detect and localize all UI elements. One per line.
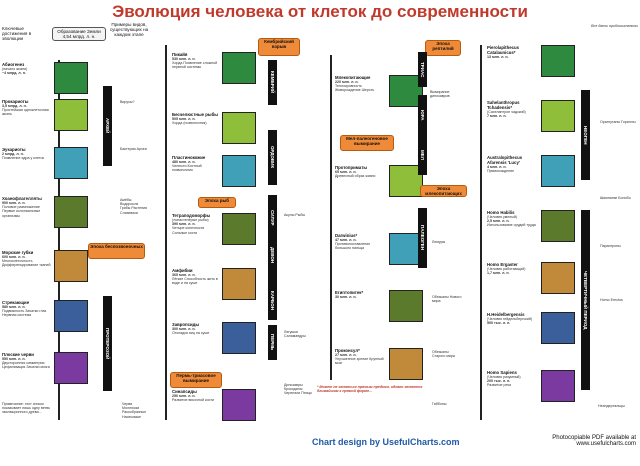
stage-date: 550 млн. л. н. [2,357,26,361]
timeline-right [330,55,332,380]
period-label: АРХЕЙ [103,86,112,166]
stage-card [2,352,52,370]
stage-image [54,62,88,94]
stage-image [222,155,256,187]
stage-date: 47 млн. л. н. [335,238,357,242]
stage-description: Челюсти Костный позвоночник [172,164,202,173]
stage-date: 2 млрд. л. н. [2,152,24,156]
stage-date: 600 млн. л. н. [2,255,26,259]
stage-card [335,233,387,251]
stage-image [389,290,423,322]
primary-note: Примечание: этот список показывает лишь одну ветвь эволюционного древа... [2,402,51,415]
example-paranthropus: Парантропы [600,244,621,248]
stage-date: 4 млн. л. н. [487,165,507,169]
stage-card [172,322,220,335]
stage-description: Теплокровность Живорождение Шерсть [335,84,375,93]
stage-description: Откладка яиц на суше [172,331,210,336]
stage-date: 200 тыс. л. н. [487,379,511,384]
stage-name: Sahelanthropus Tchadensis* [487,100,520,110]
stage-description: Многоклеточность Дифференцирование тканей [2,259,51,268]
stage-name: Прокариоты [2,99,29,104]
stage-name: Абиогенез [2,62,25,67]
stage-date: 1,7 млн. л. н. [487,271,510,276]
stage-card [172,155,220,173]
stage-image [541,210,575,242]
era-permian: Пермь-триасовое вымирание [170,372,222,388]
era-reptiles: Эпоха рептилий [425,40,461,56]
stage-card [2,99,52,117]
stage-image [54,196,88,228]
stage-date: 365 млн. л. н. [172,273,196,277]
stage-card [2,196,52,218]
stage-name: Darwinius* [335,233,358,238]
stage-description: Простейшая одноклеточная жизнь [2,108,49,117]
stage-card [335,348,387,366]
stage-subtitle: (Сахелантроп чадский) [487,110,526,114]
asterisk-note: * Может не являться прямым предком, однако является ближайшим к прямой форме... [317,385,423,394]
stage-name: Homo Habilis [487,210,515,215]
stage-name: Homo Sapiens [487,370,517,375]
stage-name: Pierolapithecus Catalaunicus* [487,45,519,55]
stage-name: Стрекающие [2,300,30,305]
dates-note: Все даты приблизительны [591,24,638,28]
stage-subtitle: (Человек работающий) [487,267,526,271]
era-kpg-extinction: Мел-палеогеновое вымирание [340,135,394,151]
stage-date: 900 млн. л. н. [2,201,26,205]
footer-credit: Photocopiable PDF available at www.usefulcharts.com [552,435,636,447]
stage-image [54,352,88,384]
example-sharks: Акулы Рыбы [284,213,306,217]
stage-subtitle: (Человек гейдельбергский) [487,317,533,321]
stage-image [54,250,88,282]
stage-card [487,312,539,325]
stage-name: Эукариоты [2,147,26,152]
stage-date: 250 млн. л. н. [172,394,196,398]
stage-card [172,389,220,402]
stage-description: Четыре конечности Сильные кости [172,226,205,235]
stage-description: Прямохождение [487,169,515,174]
example-ow-monkeys: Обезьяны Старого мира [432,350,455,359]
stage-date: 390 млн. л. н. [172,222,196,227]
stage-name: Australopithecus Afarensis 'Lucy' [487,155,523,165]
era-invertebrates: Эпоха беспозвоночных [88,243,145,259]
stage-card [172,52,220,70]
era-fish: Эпоха рыб [198,197,236,208]
stage-image [541,312,575,344]
timeline-mid [165,45,167,420]
stage-card [2,250,52,268]
stage-description: Древесный образ жизни [335,174,376,179]
period-label: КЕМБРИЙ [268,60,277,105]
stage-name: Пластинокожие [172,155,206,160]
stage-name: H.Heidelbergensis [487,312,525,317]
stage-date: 500 тыс. л. н. [487,321,511,326]
stage-card [487,100,539,118]
example-worms: Черви Моллюски Ракообразные Насекомые [122,402,147,419]
example-nw-monkeys: Обезьяны Нового мира [432,295,462,304]
stage-date: 3,5 млрд. л. н. [2,104,27,108]
stage-date: 27 млн. л. н. [335,353,357,357]
stage-card [487,370,539,388]
stage-image [389,348,423,380]
stage-description: Развитие височной кости [172,398,215,403]
stage-date: 30 млн. л. н. [335,295,357,299]
stage-name: Синапсиды [172,389,197,394]
period-label: ОРДОВИК [268,130,277,185]
stage-subtitle: (лопастепёрые рыбы) [172,218,209,222]
period-label: ПАЛЕОГЕН [418,208,427,268]
stage-name: Пикайя [172,52,188,57]
period-label: ТРИАС [418,52,427,87]
stage-date: 2,5 млн. л. н. [487,219,510,224]
stage-image [541,45,575,77]
stage-image [222,322,256,354]
era-cambrian: Кембрийский взрыв [258,38,300,56]
stage-card [172,213,220,235]
stage-image [541,155,575,187]
stage-description: Развитие речи [487,383,512,388]
stage-description: Подвижность Зачатки глаз Нервная система [2,309,47,318]
stage-date: 530 млн. л. н. [172,57,196,61]
stage-image [541,370,575,402]
stage-card [335,165,387,178]
example-erectus: Homo Erectus [600,298,623,302]
stage-image [222,112,256,144]
example-amoebae: Амёбы Водоросли Грибы Растения Слизевики [120,198,148,215]
stage-card [2,300,52,318]
stage-description: Улучшенное зрение Крупный мозг [335,357,384,366]
stage-description: Лёгкие Способность жить в воде и на суше [172,277,218,286]
stage-card [487,155,539,173]
example-neanderthals: Неандертальцы [598,404,625,408]
example-viruses: Вирусы? [120,100,135,104]
example-extinction: Вымирание динозавров [430,90,450,99]
stage-card [487,262,539,275]
stage-description: Двусторонняя симметрия Цефализация Зачатки мозга [2,361,50,370]
stage-image [54,300,88,332]
stage-image [222,213,256,245]
stage-subtitle: (Человек умелый) [487,215,518,219]
stage-name: Плоские черви [2,352,34,357]
period-label: ПРОТЕРОЗОЙ [103,296,112,391]
stage-description: Противопоставление большого пальца [335,242,371,251]
stage-image [222,52,256,84]
stage-description: Появление ядра у клеток [2,156,45,161]
stage-card [335,290,387,299]
footer-design: Chart design by UsefulCharts.com [312,437,460,447]
stage-image [54,99,88,131]
example-bacteria: Бактерии Археи [120,147,147,151]
stage-name: Хоанофлагелляты [2,196,42,201]
stage-card [2,147,52,160]
example-dinosaurs: Динозавры Крокодилы Черепахи Птицы [284,383,313,396]
example-lemurs: Лемуры [432,240,446,244]
stage-date: 505 млн. л. н. [172,117,196,121]
example-frogs: Лягушки Саламандры [284,330,306,339]
examples-header: Примеры видов, существующих на каждом этапе [109,22,149,38]
stage-description: Хорда Появление сложной нервной системы [172,61,218,70]
stage-date: 65 млн. л. н. [335,170,357,174]
period-label: ЧЕТВЕРТИЧНЫЙ ПЕРИОД [581,210,590,390]
period-label: КАРБОН [268,280,277,320]
page-title: Эволюция человека от клеток до современности [112,2,528,21]
stage-image [541,262,575,294]
stage-card [335,75,387,93]
era-mammals: Эпоха млекопитающих [420,185,467,197]
stage-name: Завропсиды [172,322,199,327]
period-label: СИЛУР [268,195,277,240]
stage-name: Тетраподоморфы [172,213,211,218]
example-chimps: Шимпанзе Бонобо [600,196,631,200]
stage-date: 300 млн. л. н. [172,327,196,331]
timeline-far-right [480,45,482,420]
stage-name: Египтопитек* [335,290,364,295]
stage-date: ~4 млрд. л. н. [2,71,26,76]
stage-subtitle: (начало жизни) [2,67,28,71]
example-orangutans: Орангутаны Гориллы [600,120,636,124]
stage-name: Протоприматы [335,165,368,170]
stage-image [54,147,88,179]
stage-date: 7 млн. л. н. [487,114,507,119]
stage-card [487,210,539,228]
stage-date: 480 млн. л. н. [172,160,196,164]
period-label: МЕЛ [418,135,427,175]
stage-card [487,45,539,59]
stage-card [172,268,220,286]
stage-description: Половое размножение Первые колониальные организмы [2,205,41,218]
stage-date: 13 млн. л. н. [487,55,509,59]
stage-image [222,268,256,300]
stage-name: Бесчелюстные рыбы [172,112,218,117]
col1-header: Ключевые достижения в эволюции [2,26,32,42]
stage-image [541,100,575,132]
earth-header: Образование Земли 4,54 млрд. л. н. [52,27,106,41]
period-label: НЕОГЕН [581,90,590,180]
stage-name: Homo Ergaster [487,262,518,267]
stage-description: Хорда (позвоночник) [172,121,207,126]
stage-name: Амфибии [172,268,193,273]
period-label: ДЕВОН [268,230,277,280]
stage-date: 220 млн. л. н. [335,80,359,84]
stage-name: Морские губки [2,250,34,255]
stage-card [172,112,220,125]
stage-date: 580 млн. л. н. [2,305,26,309]
stage-name: Проконсул* [335,348,360,353]
stage-image [222,389,256,421]
stage-name: Млекопитающие [335,75,371,80]
stage-subtitle: (Человек разумный) [487,375,521,379]
example-gibbons: Гиббоны [432,402,447,406]
stage-card [2,62,52,75]
period-label: ПЕРМЬ [268,325,277,360]
stage-description: Использование орудий труда [487,223,536,228]
period-label: ЮРА [418,95,427,135]
